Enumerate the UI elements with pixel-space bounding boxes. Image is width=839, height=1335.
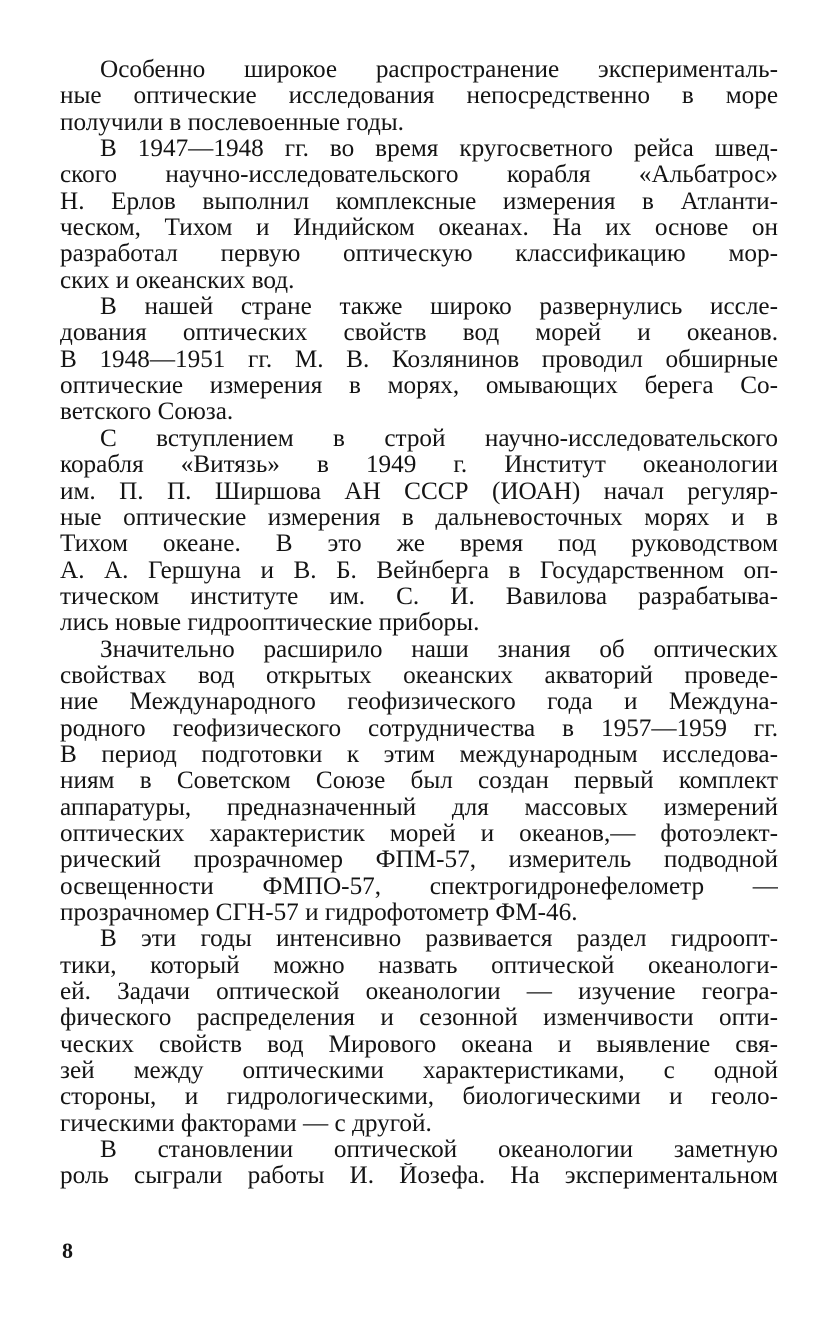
text-line: тическом институте им. С. И. Вавилова разрабатыва- — [60, 583, 778, 610]
text-line: дования оптических свойств вод морей и океанов. — [60, 320, 778, 347]
text-line: лись новые гидрооптические приборы. — [60, 610, 480, 637]
text-line: корабля «Витязь» в 1949 г. Институт океанологии — [60, 452, 778, 479]
text-line: В период подготовки к этим международным исследова- — [60, 741, 778, 768]
paragraph — [60, 1137, 778, 1190]
text-line: ческом, Тихом и Индийском океанах. На их основе он — [60, 215, 778, 242]
text-line: Тихом океане. В это же время под руководством — [60, 531, 778, 558]
text-line: С вступлением в строй научно-исследовательского — [100, 425, 778, 452]
body-text — [60, 57, 778, 1190]
paragraph — [60, 294, 778, 426]
text-line: зей между оптическими характеристиками, с одной — [60, 1058, 778, 1085]
text-line: аппаратуры, предназначенный для массовых измерений — [60, 794, 778, 821]
page-number: 8 — [62, 1238, 73, 1263]
text-line: роль сыграли работы И. Йозефа. На экспериментальном — [60, 1163, 778, 1190]
text-line: оптических характеристик морей и океанов,— фотоэлект- — [60, 820, 778, 847]
text-line: оптические измерения в морях, омывающих берега Со- — [60, 373, 778, 400]
text-line: освещенности ФМПО-57, спектрогидронефелометр — — [60, 873, 778, 900]
text-line: свойствах вод открытых океанских акваторий проведе- — [60, 662, 778, 689]
text-line: им. П. П. Ширшова АН СССР (ИОАН) начал регуляр- — [60, 478, 778, 505]
text-line: тики, который можно назвать оптической океанологи- — [60, 952, 778, 979]
text-line: ные оптические исследования непосредственно в море — [60, 83, 778, 110]
paragraph — [60, 57, 778, 136]
text-line: ветского Союза. — [60, 399, 234, 426]
text-line: ских и океанских вод. — [60, 267, 295, 294]
text-line: В эти годы интенсивно развивается раздел гидроопт- — [100, 926, 778, 953]
text-line: разработал первую оптическую классификацию мор- — [60, 241, 778, 268]
text-line: получили в послевоенные годы. — [60, 109, 404, 136]
text-line: Особенно широкое распространение эксперименталь- — [100, 57, 778, 83]
text-line: гическими факторами — с другой. — [60, 1110, 432, 1137]
text-line: рический прозрачномер ФПМ-57, измеритель подводной — [60, 847, 778, 874]
paragraph — [60, 426, 778, 637]
text-line: стороны, и гидрологическими, биологическими и геоло- — [60, 1084, 778, 1111]
text-line: ского научно-исследовательского корабля «Альбатрос» — [60, 162, 778, 189]
text-line: В 1947—1948 гг. во время кругосветного рейса швед- — [100, 136, 778, 163]
text-line: ческих свойств вод Мирового океана и выявление свя- — [60, 1031, 778, 1058]
text-line: ные оптические измерения в дальневосточных морях и в — [60, 504, 778, 531]
text-line: фического распределения и сезонной изменчивости опти- — [60, 1005, 778, 1032]
text-line: В 1948—1951 гг. М. В. Козлянинов проводил обширные — [60, 346, 778, 373]
text-line: ей. Задачи оптической океанологии — изучение геогра- — [60, 979, 778, 1006]
text-line: Значительно расширило наши знания об оптических — [100, 636, 778, 663]
text-line: В нашей стране также широко развернулись иссле- — [100, 294, 778, 321]
text-line: А. А. Гершуна и В. Б. Вейнберга в Государственном оп- — [60, 557, 778, 584]
text-line: родного геофизического сотрудничества в 1957—1959 гг. — [60, 715, 778, 742]
text-line: ние Международного геофизического года и Междуна- — [60, 689, 778, 716]
text-line: В становлении оптической океанологии заметную — [100, 1137, 778, 1164]
text-line: ниям в Советском Союзе был создан первый комплект — [60, 768, 778, 795]
text-line: Н. Ерлов выполнил комплексные измерения в Атланти- — [60, 188, 778, 215]
paragraph — [60, 637, 778, 927]
paragraph — [60, 136, 778, 294]
text-line: прозрачномер СГН-57 и гидрофотометр ФМ-46. — [60, 900, 578, 926]
paragraph — [60, 926, 778, 1137]
